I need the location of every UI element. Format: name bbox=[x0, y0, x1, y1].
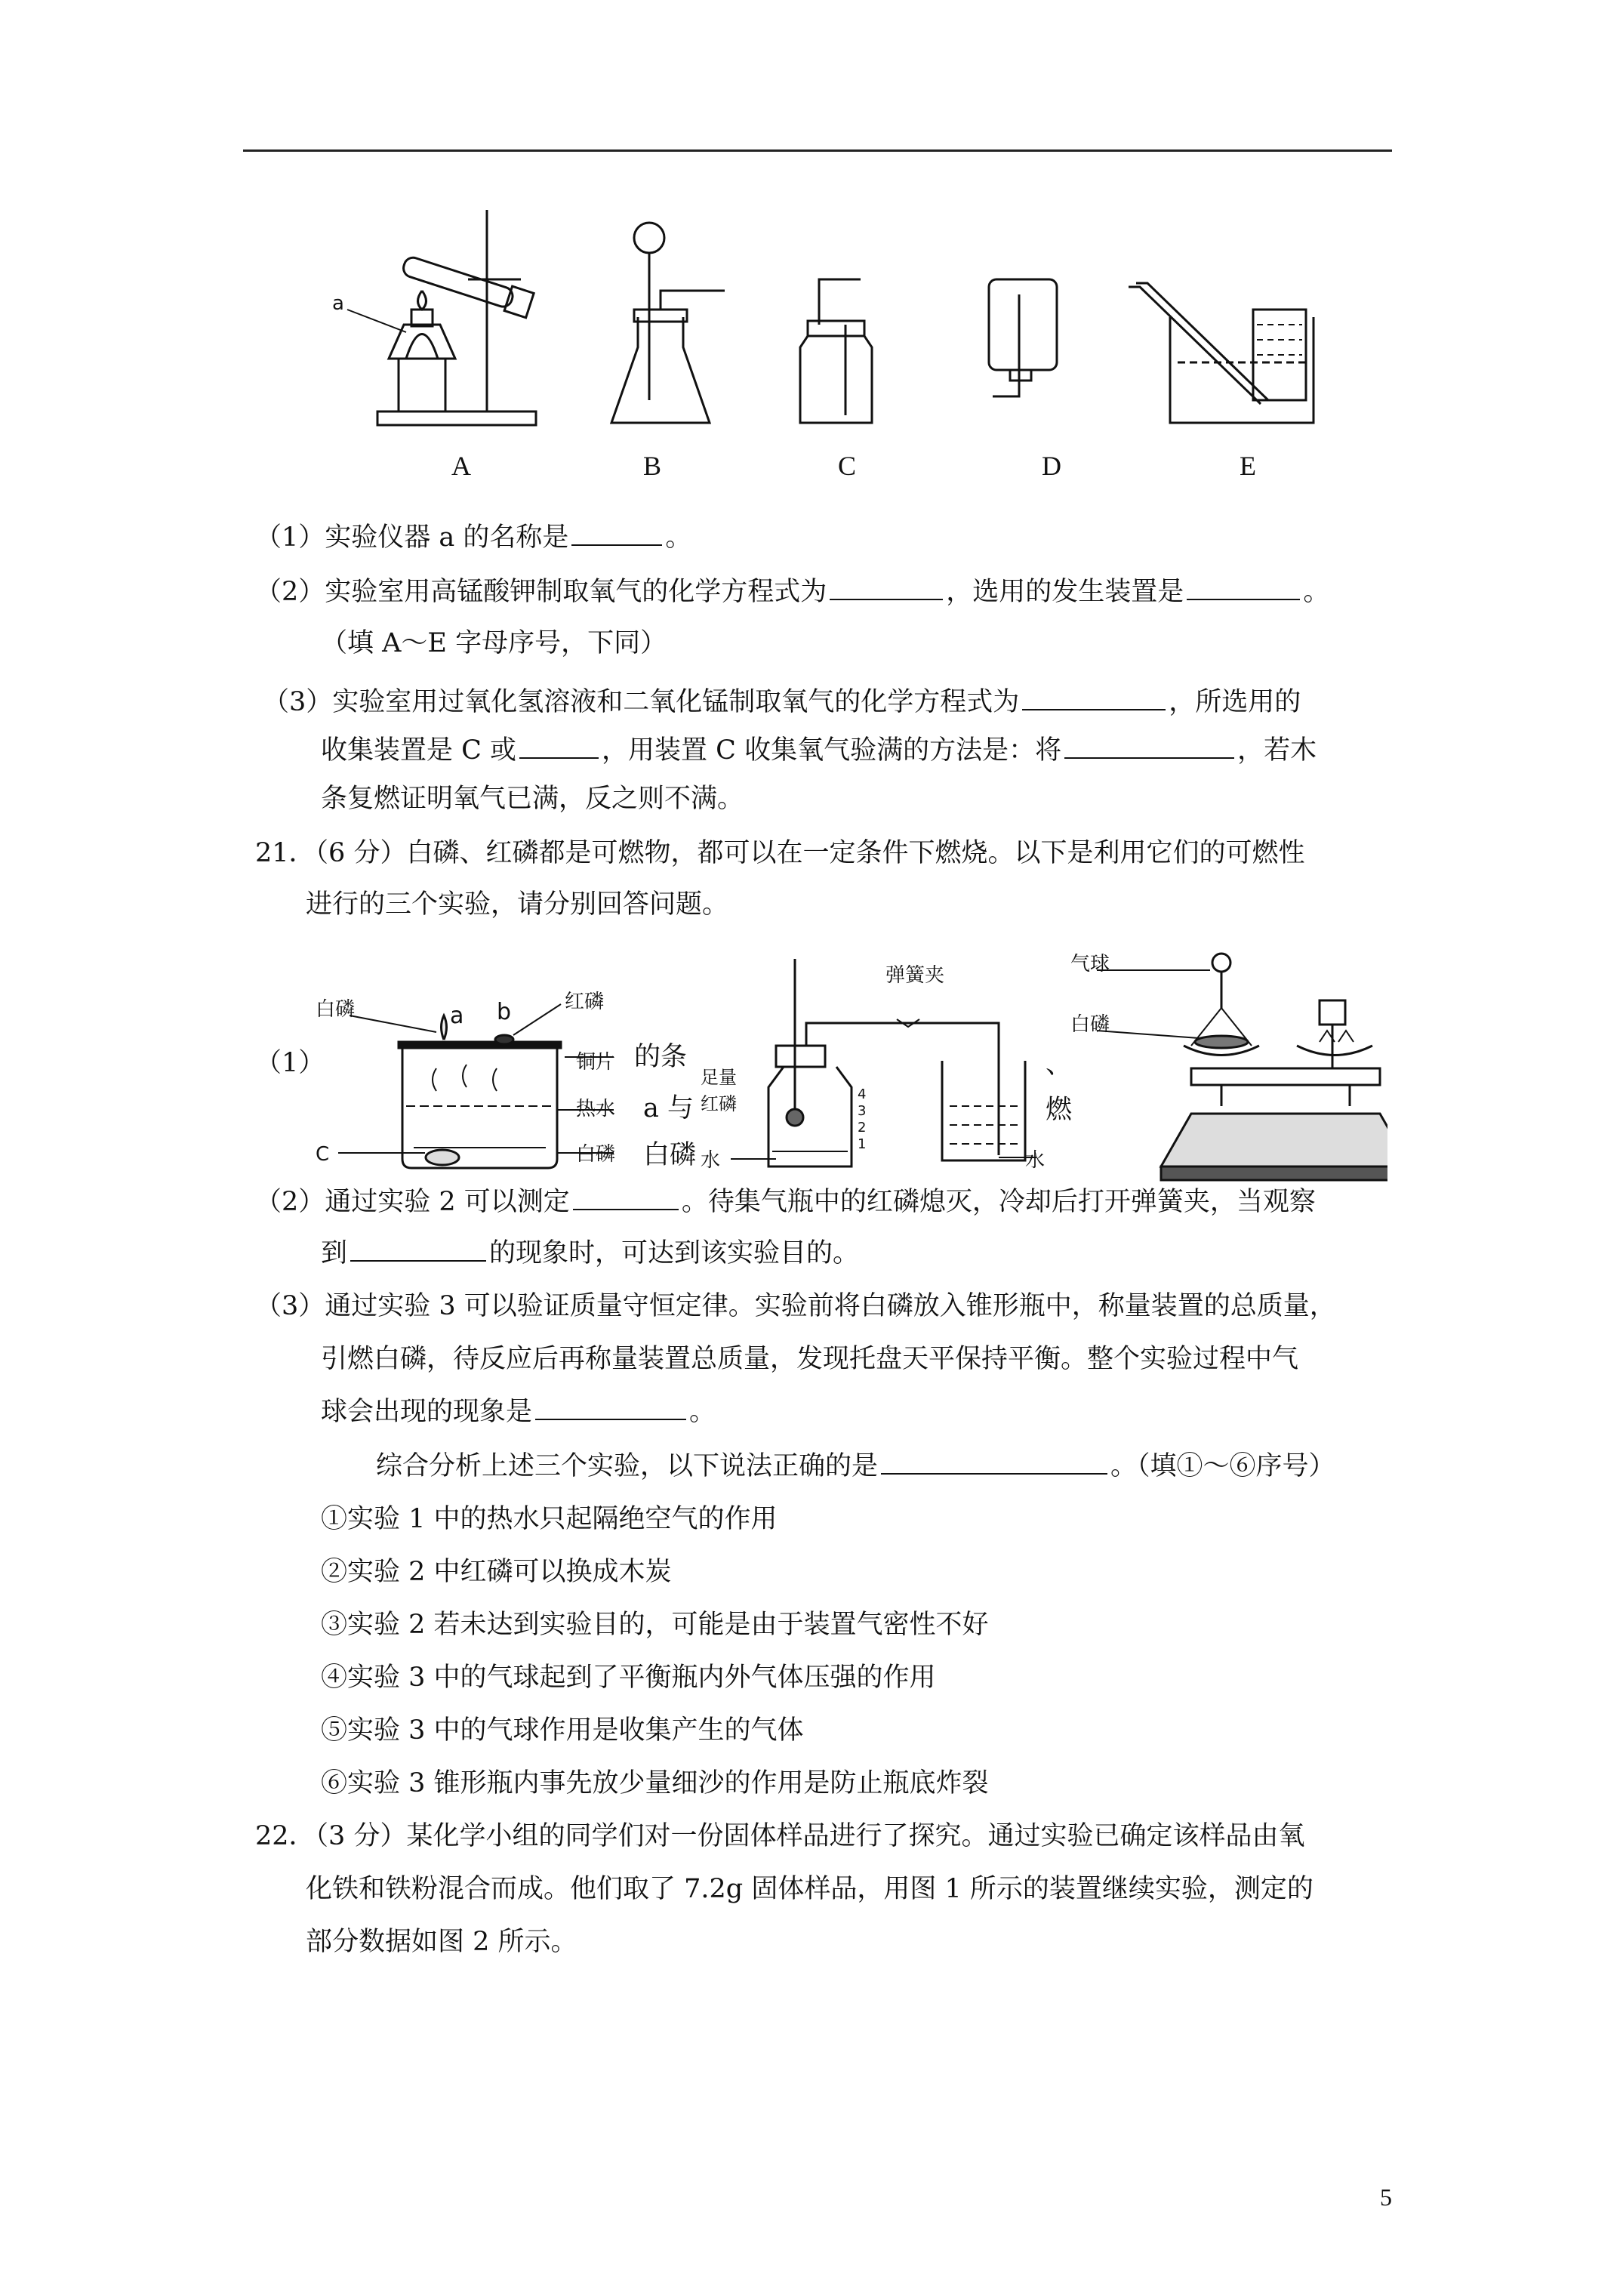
apparatus-figures-a-to-e bbox=[317, 196, 1329, 445]
apparatus-e bbox=[1129, 283, 1313, 423]
label-instrument-a: a bbox=[332, 292, 344, 315]
q21-part1-fragment: a 与 bbox=[643, 1093, 694, 1123]
apparatus-c bbox=[800, 279, 872, 423]
q20-part2-note: （填 A～E 字母序号，下同） bbox=[321, 628, 667, 658]
exp2-label-clip: 弹簧夹 bbox=[885, 964, 945, 987]
q21-option-4: ④实验 3 中的气球起到了平衡瓶内外气体压强的作用 bbox=[321, 1663, 936, 1693]
exp2-label-enough: 足量 bbox=[701, 1067, 737, 1088]
q20-part3-line3: 条复燃证明氧气已满，反之则不满。 bbox=[321, 784, 744, 814]
q21-part1-fragment: 白磷 bbox=[643, 1140, 697, 1170]
figure-label-e: E bbox=[1240, 451, 1256, 481]
apparatus-a bbox=[347, 210, 536, 425]
exp2-scale-4: 4 bbox=[858, 1086, 867, 1102]
answer-blank[interactable] bbox=[830, 576, 943, 600]
answer-blank[interactable] bbox=[535, 1396, 686, 1420]
figure-label-c: C bbox=[838, 451, 857, 481]
figure-label-a: A bbox=[451, 451, 471, 481]
exp2-label-red-phosphorus: 红磷 bbox=[701, 1093, 737, 1114]
q22-line3: 部分数据如图 2 所示。 bbox=[306, 1927, 577, 1957]
exp1-label-white-phosphorus: 白磷 bbox=[316, 998, 356, 1021]
figure-label-d: D bbox=[1042, 451, 1061, 481]
q21-line2: 进行的三个实验，请分别回答问题。 bbox=[306, 889, 729, 920]
exp2-label-water-left: 水 bbox=[701, 1149, 721, 1172]
q21-option-3: ③实验 2 若未达到实验目的，可能是由于装置气密性不好 bbox=[321, 1610, 989, 1640]
exp2-label-water-right: 水 bbox=[1025, 1149, 1046, 1172]
apparatus-d bbox=[989, 279, 1057, 396]
exp1-label-copper: 铜片 bbox=[576, 1051, 616, 1074]
exp3-label-white-phosphorus: 白磷 bbox=[1070, 1013, 1110, 1036]
q21-line1: 21．（6 分）白磷、红磷都是可燃物，都可以在一定条件下燃烧。以下是利用它们的可燃性 bbox=[255, 838, 1305, 868]
answer-blank[interactable] bbox=[571, 522, 662, 546]
experiment-3-figure bbox=[1070, 940, 1387, 1189]
q21-option-2: ②实验 2 中红磷可以换成木炭 bbox=[321, 1557, 672, 1587]
header-rule bbox=[243, 149, 1392, 152]
answer-blank[interactable] bbox=[1187, 576, 1300, 600]
q21-part3-line3: 球会出现的现象是 。 bbox=[321, 1397, 716, 1427]
q21-part1-num: （1） bbox=[255, 1048, 325, 1078]
exp2-scale-3: 3 bbox=[858, 1103, 867, 1119]
exp1-label-red-phosphorus: 红磷 bbox=[565, 991, 605, 1013]
answer-blank[interactable] bbox=[573, 1186, 679, 1210]
q20-part3-line2: 收集装置是 C 或 ，用装置 C 收集氧气验满的方法是：将 ，若木 bbox=[321, 735, 1317, 766]
q21-summary: 综合分析上述三个实验，以下说法正确的是 。（填①～⑥序号） bbox=[376, 1451, 1335, 1481]
experiment-2-figure bbox=[693, 948, 1055, 1182]
answer-blank[interactable] bbox=[519, 735, 599, 759]
q21-part3-line2: 引燃白磷，待反应后再称量装置总质量，发现托盘天平保持平衡。整个实验过程中气 bbox=[321, 1344, 1299, 1374]
experiment-1-figure bbox=[316, 985, 633, 1174]
exp2-scale-1: 1 bbox=[858, 1136, 867, 1152]
q20-part1: （1）实验仪器 a 的名称是 。 bbox=[255, 522, 692, 553]
q21-part1-fragment: 、 bbox=[1046, 1049, 1073, 1080]
answer-blank[interactable] bbox=[350, 1237, 486, 1262]
answer-blank[interactable] bbox=[1022, 686, 1166, 710]
q21-part2-line1: （2）通过实验 2 可以测定 。待集气瓶中的红磷熄灭，冷却后打开弹簧夹，当观察 bbox=[255, 1187, 1316, 1217]
q21-part3-line1: （3）通过实验 3 可以验证质量守恒定律。实验前将白磷放入锥形瓶中，称量装置的总质量， bbox=[255, 1291, 1336, 1321]
q22-line2: 化铁和铁粉混合而成。他们取了 7.2g 固体样品，用图 1 所示的装置继续实验，测定的 bbox=[306, 1874, 1313, 1904]
q21-part2-line2: 到 的现象时，可达到该实验目的。 bbox=[321, 1238, 860, 1268]
exp1-mark-b: b bbox=[497, 999, 512, 1025]
q20-part2: （2）实验室用高锰酸钾制取氧气的化学方程式为 ，选用的发生装置是 。 bbox=[255, 577, 1330, 607]
page-number: 5 bbox=[1380, 2184, 1392, 2211]
exp2-scale-2: 2 bbox=[858, 1120, 867, 1136]
q20-part3-line1: （3）实验室用过氧化氢溶液和二氧化锰制取氧气的化学方程式为 ，所选用的 bbox=[263, 687, 1301, 717]
exp1-label-hot-water: 热水 bbox=[576, 1098, 616, 1120]
figure-label-b: B bbox=[643, 451, 662, 481]
q21-option-6: ⑥实验 3 锥形瓶内事先放少量细沙的作用是防止瓶底炸裂 bbox=[321, 1768, 989, 1798]
q22-line1: 22．（3 分）某化学小组的同学们对一份固体样品进行了探究。通过实验已确定该样品由氧 bbox=[255, 1821, 1305, 1851]
exp1-label-white-phosphorus-bottom: 白磷 bbox=[576, 1143, 616, 1166]
answer-blank[interactable] bbox=[1064, 735, 1234, 759]
q21-part1-fragment: 燃 bbox=[1046, 1095, 1073, 1125]
exp3-label-balloon: 气球 bbox=[1070, 953, 1110, 975]
exp1-mark-a: a bbox=[450, 1003, 464, 1029]
exp1-mark-c: C bbox=[316, 1143, 330, 1166]
q21-option-5: ⑤实验 3 中的气球作用是收集产生的气体 bbox=[321, 1715, 804, 1746]
q21-part1-fragment: 的条 bbox=[634, 1042, 688, 1072]
apparatus-b bbox=[611, 223, 725, 423]
q21-option-1: ①实验 1 中的热水只起隔绝空气的作用 bbox=[321, 1504, 778, 1534]
answer-blank[interactable] bbox=[881, 1450, 1107, 1475]
